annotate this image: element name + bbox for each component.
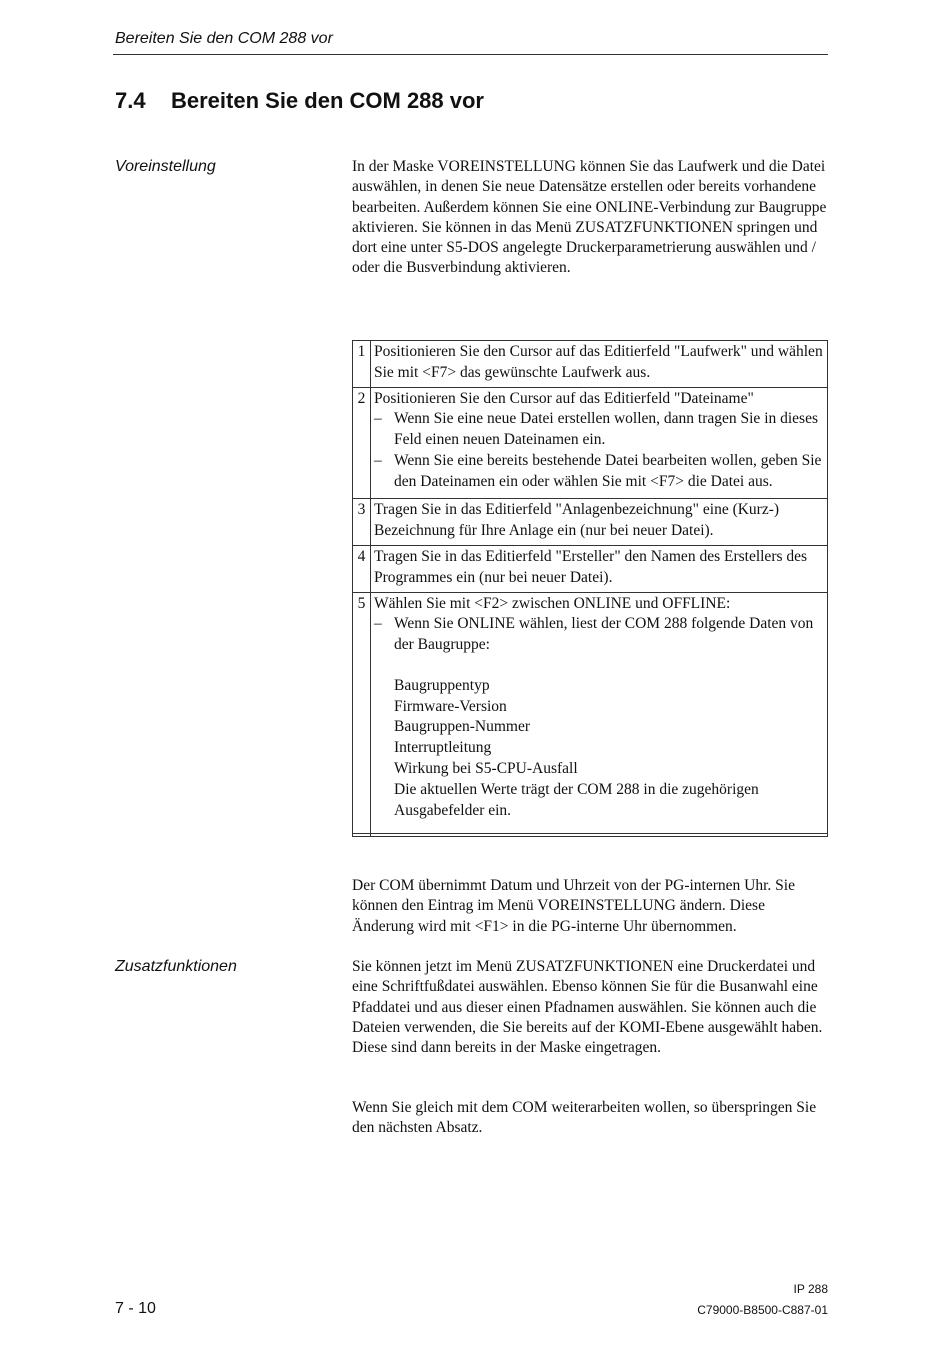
- table-filler-cell: [371, 833, 828, 836]
- section-title-text: Bereiten Sie den COM 288 vor: [171, 88, 484, 113]
- section-title: [115, 88, 484, 114]
- page-number: 7 - 10: [115, 1300, 156, 1317]
- step-bullet-text: Wenn Sie eine bereits bestehende Datei bearbeiten wollen, geben Sie den Dateinamen ein oder wählen Sie mit <F7> die Datei aus.: [394, 451, 822, 490]
- step-row: [353, 341, 828, 388]
- step-row: [353, 592, 828, 833]
- data-item: Interruptleitung: [394, 739, 492, 757]
- header-rule: [113, 54, 828, 55]
- step-closing-text: Die aktuellen Werte trägt der COM 288 in die zugehörigen Ausgabefelder ein.: [394, 780, 759, 819]
- data-item: Baugruppentyp: [394, 676, 490, 694]
- dash-marker: –: [374, 451, 382, 469]
- step-text: Tragen Sie in das Editierfeld "Ersteller" den Namen des Erstellers des Programmes ein (nur bei neuer Datei).: [371, 545, 828, 592]
- dash-marker: –: [374, 410, 382, 428]
- steps-table: [352, 340, 828, 837]
- step-text: Tragen Sie in das Editierfeld "Anlagenbezeichnung" eine (Kurz-) Bezeichnung für Ihre Anlage ein (nur bei neuer Datei).: [371, 499, 828, 546]
- table-filler-row: [353, 833, 828, 836]
- section-number: 7.4: [115, 88, 146, 113]
- step-bullet: [374, 409, 824, 451]
- data-item: Firmware-Version: [394, 697, 507, 715]
- step-text: Positionieren Sie den Cursor auf das Editierfeld "Laufwerk" und wählen Sie mit <F7> das gewünschte Laufwerk aus.: [371, 341, 828, 388]
- step-bullet: [374, 451, 824, 493]
- step-text: Wählen Sie mit <F2> zwischen ONLINE und OFFLINE:: [374, 594, 731, 612]
- voreinstellung-paragraph: In der Maske VOREINSTELLUNG können Sie das Laufwerk und die Datei auswählen, in denen Sie neue Datensätze erstellen oder bereits vorhandene bearbeiten. Außerdem können Sie eine ONLINE-Verbindung zur Baugruppe aktivieren. Sie können in das Menü ZUSATZFUNKTIONEN springen und dort eine unter S5-DOS angelegte Druckerparametrierung auswählen und / oder die Busverbindung aktivieren.: [352, 158, 827, 277]
- zusatzfunktionen-paragraph-2: Wenn Sie gleich mit dem COM weiterarbeiten wollen, so überspringen Sie den nächsten Absatz.: [352, 1099, 817, 1137]
- footer-order-number: C79000-B8500-C887-01: [697, 1303, 828, 1317]
- step-number: 4: [353, 545, 371, 592]
- step-text: Positionieren Sie den Cursor auf das Editierfeld "Dateiname": [374, 389, 754, 407]
- dash-marker: –: [374, 615, 382, 633]
- step-bullet-text: Wenn Sie eine neue Datei erstellen wollen, dann tragen Sie in dieses Feld einen neuen Dateinamen ein.: [394, 410, 819, 449]
- footer-product: IP 288: [793, 1282, 828, 1296]
- step-row: [353, 499, 828, 546]
- data-item: Baugruppen-Nummer: [394, 718, 531, 736]
- step-number: 2: [353, 387, 371, 499]
- zusatzfunktionen-paragraph-1: Sie können jetzt im Menü ZUSATZFUNKTIONEN eine Druckerdatei und eine Schriftfußdatei auswählen. Ebenso können Sie für die Busanwahl eine Pfaddatei und aus dieser einen Pfadnamen auswählen. Sie können auch die Dateien verwenden, die Sie bereits auf der KOMI-Ebene ausgewählt haben. Diese sind dann bereits in der Maske eingetragen.: [352, 958, 823, 1057]
- table-filler-cell: [353, 833, 371, 836]
- step-number: 5: [353, 592, 371, 833]
- side-label-zusatzfunktionen: Zusatzfunktionen: [115, 958, 237, 975]
- step-row: [353, 545, 828, 592]
- step-row: [353, 387, 828, 499]
- step-content: [371, 387, 828, 499]
- step-number: 3: [353, 499, 371, 546]
- after-table-paragraph: Der COM übernimmt Datum und Uhrzeit von der PG-internen Uhr. Sie können den Eintrag im Menü VOREINSTELLUNG ändern. Diese Änderung wird mit <F1> in die PG-interne Uhr übernommen.: [352, 877, 795, 935]
- step-number: 1: [353, 341, 371, 388]
- step-bullet-text: Wenn Sie ONLINE wählen, liest der COM 288 folgende Daten von der Baugruppe:: [394, 615, 814, 654]
- spacer: [374, 656, 824, 676]
- side-label-voreinstellung: Voreinstellung: [115, 158, 216, 175]
- step-content: [371, 592, 828, 833]
- data-item: Wirkung bei S5-CPU-Ausfall: [394, 760, 578, 778]
- running-header: Bereiten Sie den COM 288 vor: [115, 30, 333, 47]
- step-bullet: [374, 614, 824, 656]
